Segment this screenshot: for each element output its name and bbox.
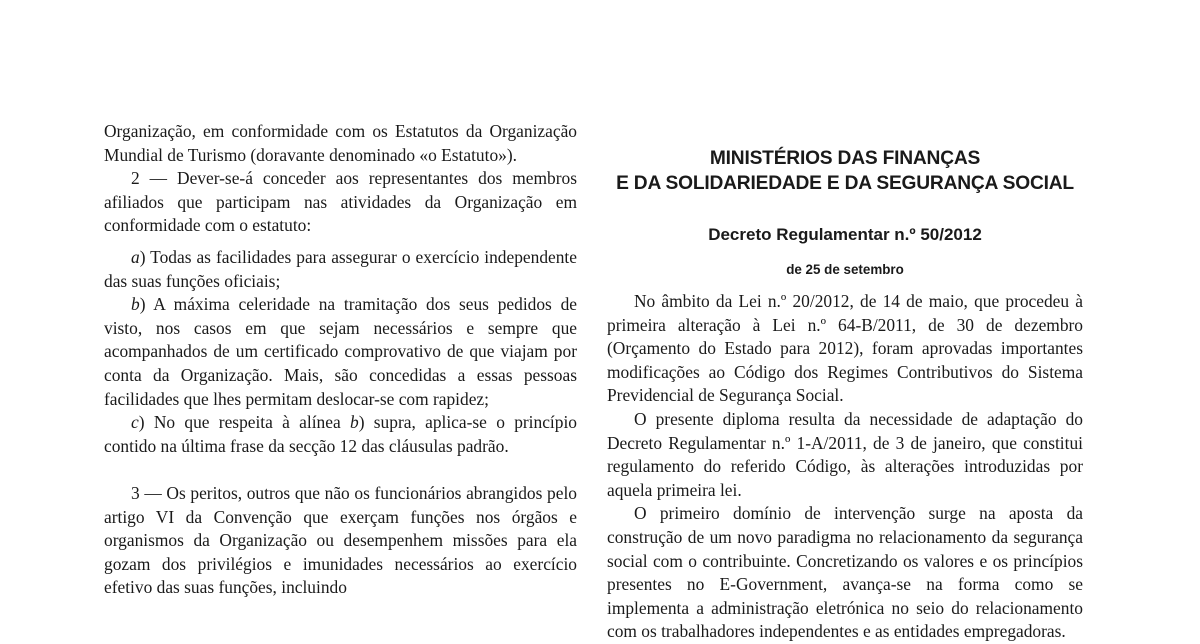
item-b-letter: b [131, 294, 140, 315]
ministry-heading-line-1: MINISTÉRIOS DAS FINANÇAS [709, 148, 981, 169]
ministry-heading [607, 146, 1083, 196]
item-c-ref: b [350, 412, 359, 433]
left-column [104, 120, 577, 600]
item-a [104, 246, 577, 293]
item-c-text-2: ) supra, aplica-se o princípio contido na última frase da secção 12 das cláusulas padrão. [104, 412, 577, 456]
paragraph-ambito: No âmbito da Lei n.º 20/2012, de 14 de maio, que procedeu à primeira alteração à Lei n.º 64-B/2011, de 30 de dezembro (Orçamento do Estado para 2012), foram aprovadas importantes modificações ao Código dos Regimes Contributivos do Sistema Previdencial de Segurança Social. [607, 291, 1083, 406]
item-b [104, 293, 577, 411]
paragraph-diploma: O presente diploma resulta da necessidade de adaptação do Decreto Regulamentar n.º 1-A/2011, de 3 de janeiro, que constitui regulamento do referido Código, às alterações introduzidas por aquela primeira lei. [607, 408, 1083, 500]
paragraph-organizacao: Organização, em conformidade com os Estatutos da Organização Mundial de Turismo (doravante denominado «o Estatuto»). [104, 121, 577, 165]
decree-title: Decreto Regulamentar n.º 50/2012 [708, 225, 982, 244]
paragraph-3: 3 — Os peritos, outros que não os funcionários abrangidos pelo artigo VI da Convenção que exerçam funções nos órgãos e organismos da Organização ou desempenhem missões para ela gozam dos privilégios e imunidades necessários ao exercício efetivo das suas funções, incluindo [104, 482, 577, 598]
decree-date: de 25 de setembro [786, 262, 904, 277]
item-c-letter: c [131, 412, 139, 433]
spacer [104, 458, 577, 482]
paragraph-2: 2 — Dever-se-á conceder aos representantes dos membros afiliados que participam nas atividades da Organização em conformidade com o estatuto: [104, 168, 577, 236]
item-b-text: ) A máxima celeridade na tramitação dos seus pedidos de visto, nos casos em que sejam necessários e sempre que acompanhados de um certificado comprovativo de que viajam por conta da Organização. Mais, são concedidas a essas pessoas facilidades que lhes permitam deslocar-se com rapidez; [104, 294, 577, 409]
right-column [607, 290, 1083, 644]
item-a-letter: a [131, 246, 140, 267]
item-a-text: ) Todas as facilidades para assegurar o exercício independente das suas funções oficiais; [104, 246, 577, 291]
item-c [104, 411, 577, 458]
ministry-heading-line-2: E DA SOLIDARIEDADE E DA SEGURANÇA SOCIAL [616, 173, 1074, 194]
paragraph-dominio: O primeiro domínio de intervenção surge na aposta da construção de um novo paradigma no relacionamento da segurança social com o contribuinte. Concretizando os valores e os princípios presentes no E-Government, avança-se na forma como se implementa a administração eletrónica no seio do relacionamento com os trabalhadores independentes e as entidades empregadoras. [607, 503, 1083, 642]
item-c-text-1: ) No que respeita à alínea [138, 412, 350, 433]
spacer [104, 238, 577, 246]
